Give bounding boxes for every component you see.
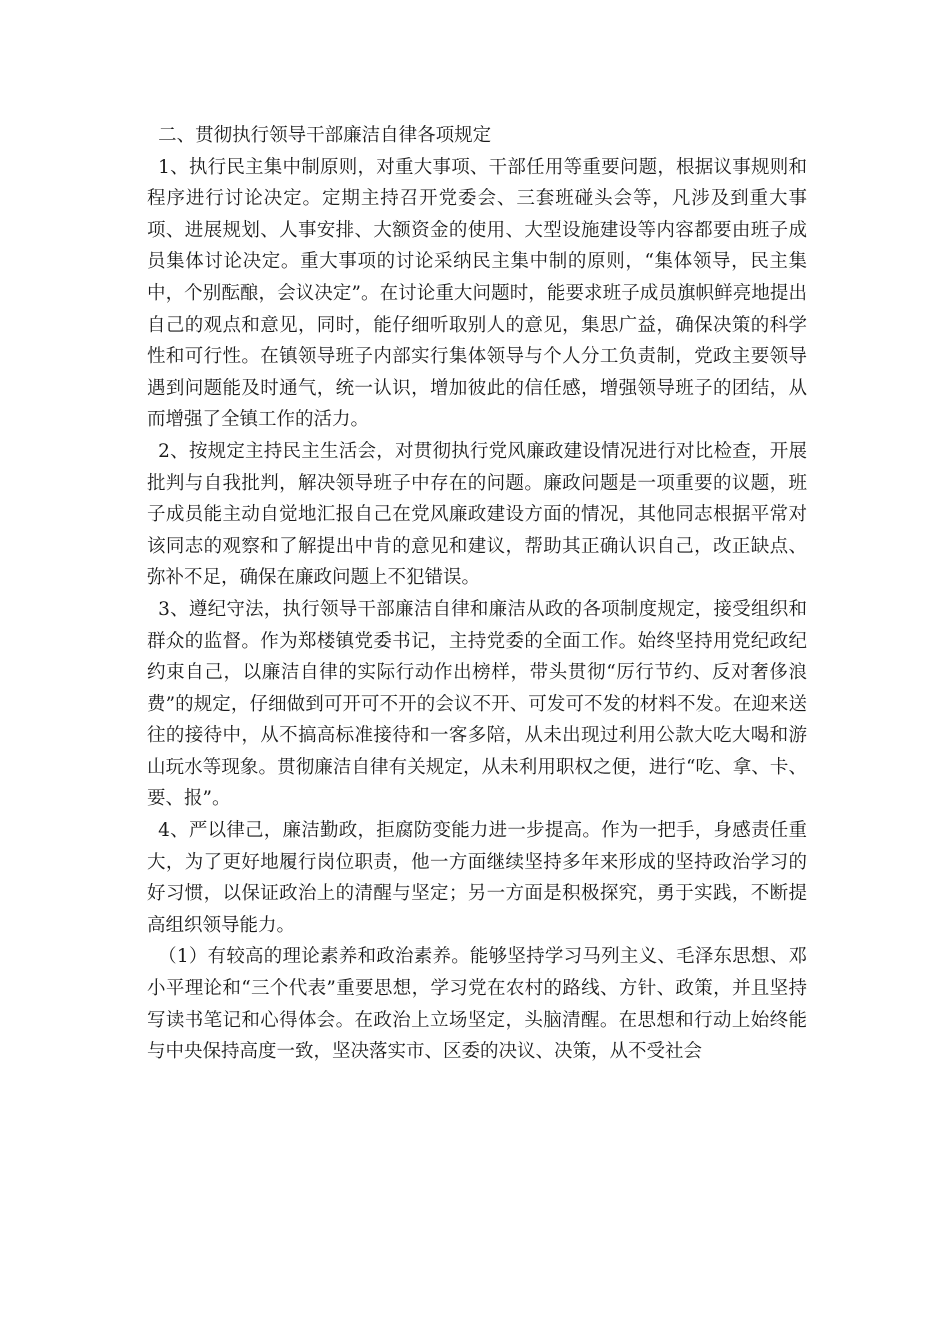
- paragraph-5: （1）有较高的理论素养和政治素养。能够坚持学习马列主义、毛泽东思想、邓小平理论和“三个代表”重要思想，学习党在农村的路线、方针、政策，并且坚持写读书笔记和心得体会。在政治上立场坚定，头脑清醒。在思想和行动上始终能与中央保持高度一致，坚决落实市、区委的决议、决策，从不受社会: [147, 946, 807, 1063]
- document-body: [147, 120, 807, 1068]
- section-heading: 二、贯彻执行领导干部廉洁自律各项规定: [158, 125, 492, 146]
- paragraph-4: 4、严以律己，廉洁勤政，拒腐防变能力进一步提高。作为一把手，身感责任重大，为了更好地履行岗位职责，他一方面继续坚持多年来形成的坚持政治学习的好习惯，以保证政治上的清醒与坚定；另一方面是积极探究，勇于实践，不断提高组织领导能力。: [147, 820, 807, 936]
- paragraph-2: 2、按规定主持民主生活会，对贯彻执行党风廉政建设情况进行对比检查，开展批判与自我批判，解决领导班子中存在的问题。廉政问题是一项重要的议题，班子成员能主动自觉地汇报自己在党风廉政建设方面的情况，其他同志根据平常对该同志的观察和了解提出中肯的意见和建议，帮助其正确认识自己，改正缺点、弥补不足，确保在廉政问题上不犯错误。: [147, 440, 807, 589]
- paragraph-3: 3、遵纪守法，执行领导干部廉洁自律和廉洁从政的各项制度规定，接受组织和群众的监督。作为郑楼镇党委书记，主持党委的全面工作。始终坚持用党纪政纪约束自己，以廉洁自律的实际行动作出榜样，带头贯彻“厉行节约、反对奢侈浪费”的规定，仔细做到可开可不开的会议不开、可发可不发的材料不发。在迎来送往的接待中，从不搞高标准接待和一客多陪，从未出现过利用公款大吃大喝和游山玩水等现象。贯彻廉洁自律有关规定，从未利用职权之便，进行“吃、拿、卡、要、报”。: [147, 598, 807, 810]
- paragraph-1: 1、执行民主集中制原则，对重大事项、干部任用等重要问题，根据议事规则和程序进行讨论决定。定期主持召开党委会、三套班碰头会等，凡涉及到重大事项、进展规划、人事安排、大额资金的使用、大型设施建设等内容都要由班子成员集体讨论决定。重大事项的讨论采纳民主集中制的原则，“集体领导，民主集中，个别酝酿，会议决定”。在讨论重大问题时，能要求班子成员旗帜鲜亮地提出自己的观点和意见，同时，能仔细听取别人的意见，集思广益，确保决策的科学性和可行性。在镇领导班子内部实行集体领导与个人分工负责制，党政主要领导遇到问题能及时通气，统一认识，增加彼此的信任感，增强领导班子的团结，从而增强了全镇工作的活力。: [147, 156, 807, 431]
